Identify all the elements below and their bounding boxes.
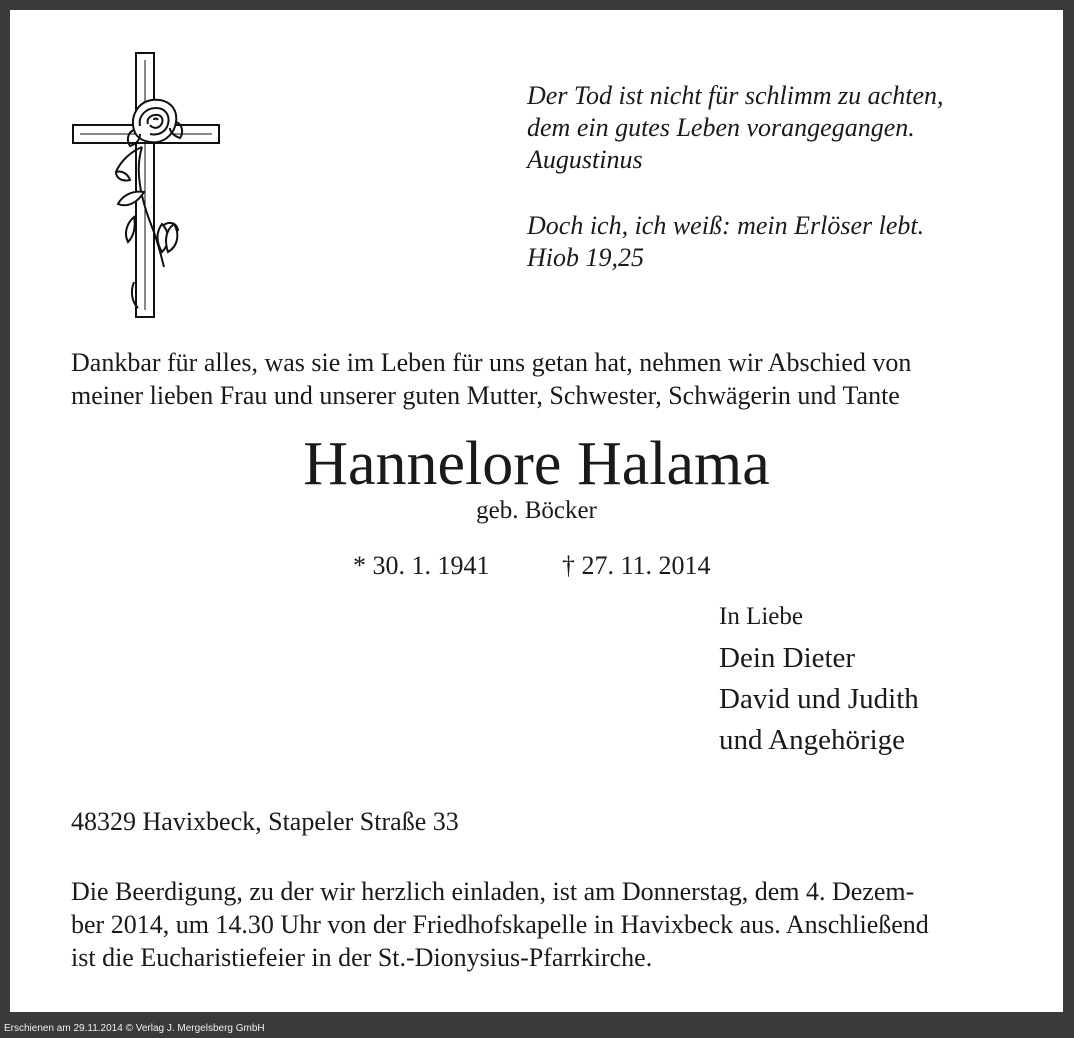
mourner-line: und Angehörige [719,724,906,756]
footer-bar [0,1012,1074,1038]
funeral-details [71,875,929,974]
deceased-name: Hannelore Halama [303,430,770,498]
death-date: † 27. 11. 2014 [562,551,711,580]
cross-with-rose-icon [72,52,222,318]
quote-line: Der Tod ist nicht für schlimm zu achten, [527,81,944,110]
quote-hiob [527,210,924,274]
mourner-line: David und Judith [719,683,919,715]
intro-text [71,346,911,412]
intro-line: Dankbar für alles, was sie im Leben für uns getan hat, nehmen wir Abschied von [71,348,912,377]
quote-source: Augustinus [527,145,643,174]
funeral-line: ber 2014, um 14.30 Uhr von der Friedhofskapelle in Havixbeck aus. Anschließend [71,910,929,939]
mourners-intro: In Liebe [719,603,803,630]
quote-line: Doch ich, ich weiß: mein Erlöser lebt. [527,211,925,240]
funeral-line: Die Beerdigung, zu der wir herzlich einladen, ist am Donnerstag, dem 4. Dezem- [71,877,915,906]
maiden-name: geb. Böcker [476,497,597,524]
mourner-line: Dein Dieter [719,642,856,674]
publication-credit: Erschienen am 29.11.2014 © Verlag J. Mergelsberg GmbH [4,1023,265,1034]
address: 48329 Havixbeck, Stapeler Straße 33 [71,807,459,836]
birth-date: * 30. 1. 1941 [353,551,490,580]
intro-line: meiner lieben Frau und unserer guten Mutter, Schwester, Schwägerin und Tante [71,381,900,410]
funeral-line: ist die Eucharistiefeier in der St.-Dionysius-Pfarrkirche. [71,943,653,972]
quote-source: Hiob 19,25 [527,243,644,272]
quote-augustinus [527,80,943,176]
quote-line: dem ein gutes Leben vorangegangen. [527,113,915,142]
obituary-notice [10,10,1063,1012]
